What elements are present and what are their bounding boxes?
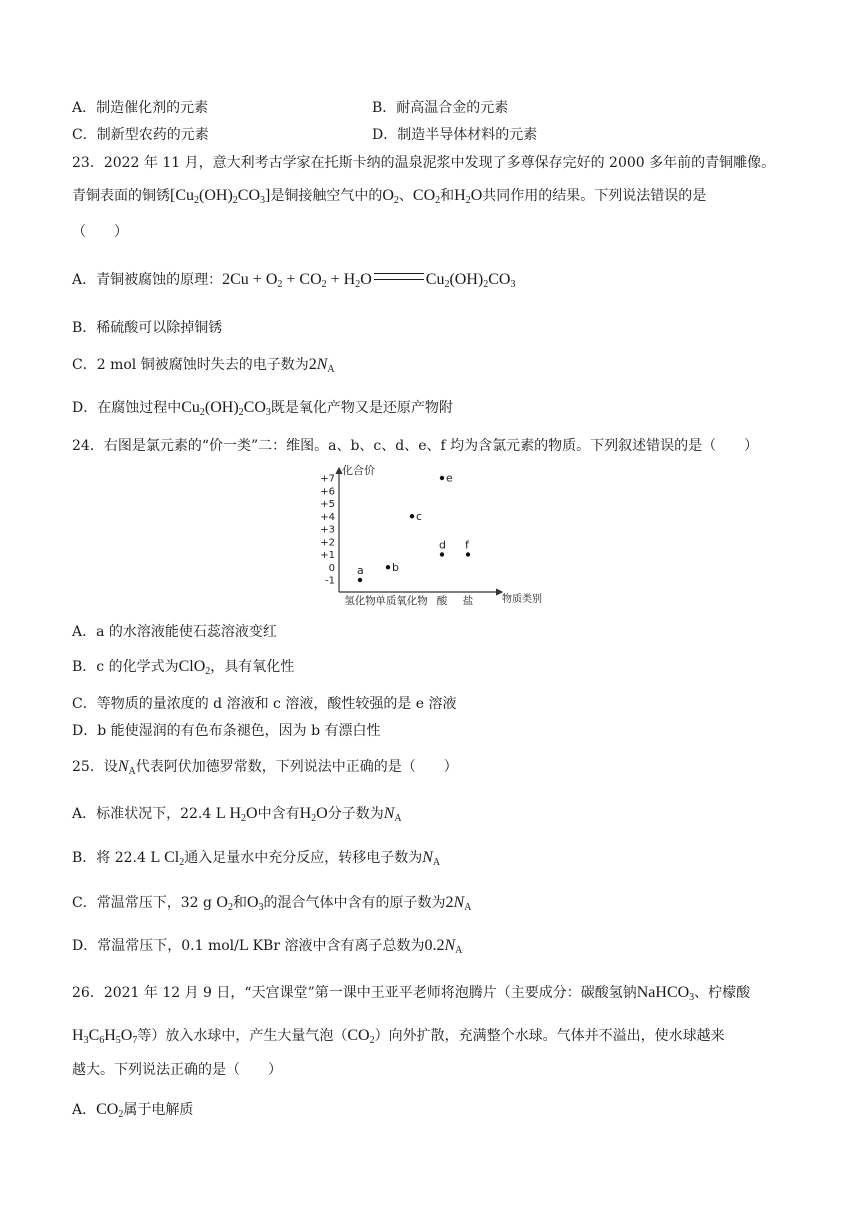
point-label-a: a xyxy=(357,564,364,577)
reaction-equation: $2Cu + O_2 + CO_2 + H_2O$ $Cu_2(OH)_2CO_3$ xyxy=(222,271,516,290)
q26-stem-line2: $H_3C_6H_5O_7$等）放入水球中，产生大量气泡$(CO_2)$向外扩散，充满整个水球。气体并不溢出，使水球越来 xyxy=(72,1027,725,1046)
y-tick-label: +3 xyxy=(320,524,335,536)
y-axis-label: 化合价 xyxy=(342,464,375,477)
x-category-label: 酸 xyxy=(436,595,448,607)
formula-nahco3: NaHCO$_3$ xyxy=(636,984,695,1003)
formula-cl2: $Cl_2$ xyxy=(164,849,185,868)
valence-class-chart xyxy=(312,462,548,610)
y-tick-label: +6 xyxy=(320,486,335,498)
formula-h2o: $H_2O$ xyxy=(299,805,328,824)
x-category-label: 氧化物 xyxy=(396,595,428,607)
y-tick-label: +2 xyxy=(320,537,335,549)
formula-na: $N_A$ xyxy=(383,805,402,824)
formula-2na: $2N_A$ xyxy=(445,894,472,913)
q25-option-d: D．常温常压下，0.1 mol/L KBr 溶液中含有离子总数为$0.2N_A$ xyxy=(72,937,463,956)
x-category-label: 单质 xyxy=(375,595,397,607)
formula-na: $N_A$ xyxy=(117,758,136,777)
q25-stem: 25．设$N_A$代表阿伏加德罗常数，下列说法中正确的是（ ） xyxy=(72,758,458,777)
q25-option-b: B．将 22.4 L $Cl_2$通入足量水中充分反应，转移电子数为$N_A$ xyxy=(72,849,441,868)
point-b xyxy=(386,565,390,569)
text: 青铜表面的铜锈 xyxy=(72,188,170,204)
point-c xyxy=(410,514,414,518)
y-tick-label: +1 xyxy=(320,550,335,561)
formula-clo2: ClO$_2$ xyxy=(178,658,211,677)
formula-cu2oh2co3: $[Cu_2(OH)_2CO_3]$ xyxy=(170,187,271,206)
q23-option-d: D．在腐蚀过程中$Cu_2(OH)_2CO_3$既是氧化产物又是还原产物附 xyxy=(72,399,453,418)
q22-option-b: B．耐高温合金的元素 xyxy=(372,100,509,116)
q22-option-c: C．制新型农药的元素 xyxy=(72,127,209,143)
formula-o3: $O_3$ xyxy=(246,894,264,913)
formula-co2: $CO_2$ xyxy=(347,1027,375,1046)
point-label-f: f xyxy=(465,538,469,552)
point-label-d: d xyxy=(439,538,446,552)
formula-h2o: $H_2O$ xyxy=(229,805,258,824)
point-label-b: b xyxy=(392,560,399,574)
q23-answer-paren: （ ） xyxy=(72,224,128,240)
formula-0-2na: $0.2N_A$ xyxy=(424,937,463,956)
y-tick-label: 0 xyxy=(328,562,335,574)
x-category-label: 盐 xyxy=(462,595,474,607)
point-label-e: e xyxy=(446,471,453,485)
formula-citric-acid: $H_3C_6H_5O_7$ xyxy=(72,1027,138,1046)
point-f xyxy=(466,552,470,556)
equals-sign xyxy=(374,273,424,280)
point-a xyxy=(358,578,362,582)
formula-h2o: $H_2O$ xyxy=(454,187,483,206)
q26-stem-line1: 26．2021 年 12 月 9 日，“天宫课堂”第一课中王亚平老师将泡腾片（主要成分：碳酸氢钠NaHCO$_3$、柠檬酸 xyxy=(72,984,751,1003)
formula-na: $N_A$ xyxy=(422,849,441,868)
formula-o2: $O_2$ xyxy=(216,894,233,913)
point-d xyxy=(440,552,444,556)
formula-2na: $2N_A$ xyxy=(308,356,335,375)
q23-option-a: A．青铜被腐蚀的原理：$2Cu + O_2 + CO_2 + H_2O$ $Cu_2(OH)_2CO_3$ xyxy=(72,271,516,290)
y-tick-label: +4 xyxy=(320,511,335,523)
y-tick-label: +5 xyxy=(320,499,335,510)
q22-option-d: D．制造半导体材料的元素 xyxy=(372,127,538,143)
q24-option-a: A．a 的水溶液能使石蕊溶液变红 xyxy=(72,624,277,640)
q26-option-a: A．$CO_2$属于电解质 xyxy=(72,1101,194,1120)
point-label-c: c xyxy=(416,509,423,523)
q24-stem: 24．右图是氯元素的“价一类”二：维图。a、b、c、d、e、f 均为含氯元素的物质。下列叙述错误的是（ ） xyxy=(72,438,759,454)
q23-stem-line2: 青铜表面的铜锈$[Cu_2(OH)_2CO_3]$是铜接触空气中的$O_2$、$CO_2$和$H_2O$共同作用的结果。下列说法错误的是 xyxy=(72,187,707,206)
q23-option-b: B．稀硫酸可以除掉铜锈 xyxy=(72,320,223,336)
y-tick-label: +7 xyxy=(320,473,335,485)
y-tick-label: -1 xyxy=(325,575,335,587)
q25-option-a: A．标准状况下，22.4 L $H_2O$中含有$H_2O$分子数为$N_A$ xyxy=(72,805,402,824)
q25-option-c: C．常温常压下，32 g $O_2$和$O_3$的混合气体中含有的原子数为$2N_A$ xyxy=(72,894,472,913)
q24-option-c: C．等物质的量浓度的 d 溶液和 c 溶液，酸性较强的是 e 溶液 xyxy=(72,696,457,712)
x-axis-label: 物质类别 xyxy=(502,594,542,605)
q23-stem-line1: 23．2022 年 11 月，意大利考古学家在托斯卡纳的温泉泥浆中发现了多尊保存完好的 2000 多年前的青铜雕像。 xyxy=(72,155,776,171)
q24-option-b: B．c 的化学式为ClO$_2$，具有氧化性 xyxy=(72,658,295,677)
formula-co2: $CO_2$ xyxy=(412,187,441,206)
q23-option-c: C．2 mol 铜被腐蚀时失去的电子数为$2N_A$ xyxy=(72,356,335,375)
point-e xyxy=(440,476,444,480)
formula-co2: $CO_2$ xyxy=(96,1101,124,1120)
x-category-label: 氢化物 xyxy=(344,595,376,607)
q24-option-d: D．b 能使湿润的有色布条褪色，因为 b 有漂白性 xyxy=(72,723,381,739)
q22-option-a: A．制造催化剂的元素 xyxy=(72,100,209,116)
q26-stem-line3: 越大。下列说法正确的是（ ） xyxy=(72,1062,282,1078)
formula-cu2oh2co3: $Cu_2(OH)_2CO_3$ xyxy=(181,399,271,418)
formula-o2: $O_2$ xyxy=(382,187,399,206)
